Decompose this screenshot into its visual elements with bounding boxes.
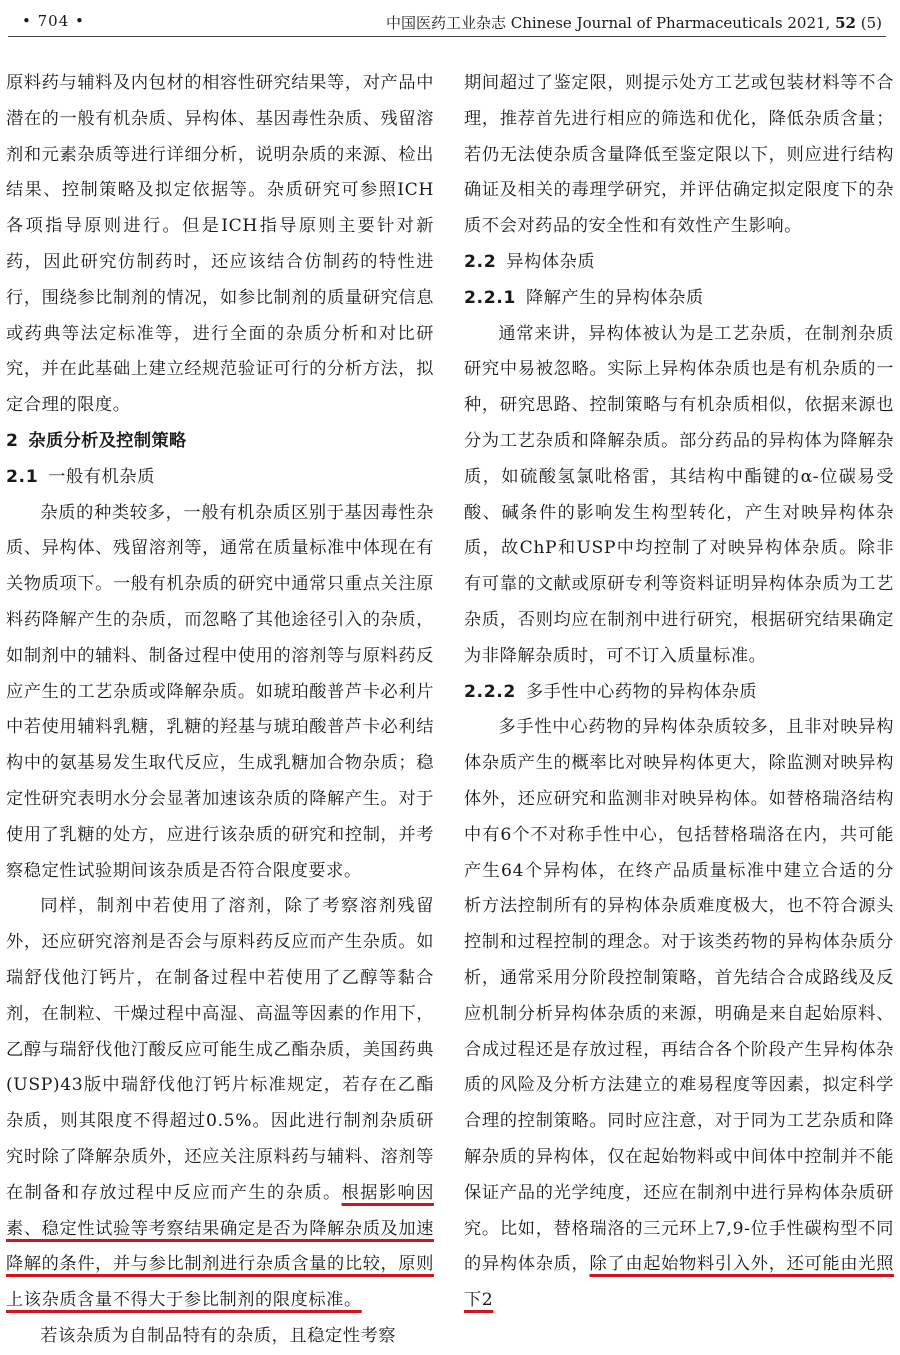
section-title: 异构体杂质 (506, 251, 596, 272)
paragraph-text: 同样，制剂中若使用了溶剂，除了考察溶剂残留外，还应研究溶剂是否会与原料药反应而产生杂质。如瑞舒伐他汀钙片，在制备过程中若使用了乙醇等黏合剂，在制粒、干燥过程中高湿、高温等因素的作用下，乙醇与瑞舒伐他汀酸反应可能生成乙酯杂质，美国药典(USP)43版中瑞舒伐他汀钙片标准规定，若存在乙酯杂质，则其限度不得超过0.5%。因此进行制剂杂质研究时除了降解杂质外，还应关注原料药与辅料、溶剂等在制备和存放过程中反应而产生的杂质。 (6, 896, 434, 1203)
section-heading (6, 424, 434, 460)
page-header (8, 6, 886, 37)
subsubsection-heading (464, 281, 894, 317)
subsubsection-heading (464, 675, 894, 711)
subsection-heading (464, 245, 894, 281)
paragraph: 若该杂质为自制品特有的杂质，且稳定性考察 (40, 1325, 397, 1346)
paragraph: 杂质的种类较多，一般有机杂质区别于基因毒性杂质、异构体、残留溶剂等，通常在质量标准中体现在有关物质项下。一般有机杂质的研究中通常只重点关注原料药降解产生的杂质，而忽略了其他途径引入的杂质，如制剂中的辅料、制备过程中使用的溶剂等与原料药反应产生的工艺杂质或降解杂质。如琥珀酸普芦卡必利片中若使用辅料乳糖，乳糖的羟基与琥珀酸普芦卡必利结构中的氨基易发生取代反应，生成乳糖加合物杂质；稳定性研究表明水分会显著加速该杂质的降解产生。对于使用了乳糖的处方，应进行该杂质的研究和控制，并考察稳定性试验期间该杂质是否符合限度要求。 (6, 502, 434, 881)
paragraph (464, 710, 894, 1319)
paragraph: 期间超过了鉴定限，则提示处方工艺或包装材料等不合理，推荐首先进行相应的筛选和优化，降低杂质含量；若仍无法使杂质含量降低至鉴定限以下，则应进行结构确证及相关的毒理学研究，并评估确定拟定限度下的杂质不会对药品的安全性和有效性产生影响。 (464, 73, 894, 237)
paragraph (6, 889, 434, 1319)
journal-issue: (5) (860, 14, 882, 32)
section-number: 2 (6, 430, 19, 451)
journal-citation (386, 12, 882, 33)
section-title: 杂质分析及控制策略 (28, 430, 187, 451)
section-number: 2.2 (464, 251, 497, 272)
section-title: 多手性中心药物的异构体杂质 (525, 681, 758, 702)
page-number: • 704 • (22, 12, 85, 30)
section-number: 2.1 (6, 466, 39, 487)
journal-name-en: Chinese Journal of Pharmaceuticals 2021, (510, 14, 831, 32)
section-title: 一般有机杂质 (48, 466, 155, 487)
subsection-heading (6, 460, 434, 496)
left-column (6, 66, 434, 1355)
section-title: 降解产生的异构体杂质 (525, 287, 704, 308)
journal-name-cn: 中国医药工业杂志 (385, 14, 506, 32)
highlighted-text: 除了由起始物料引入外，还可能由光照下2 (464, 1254, 895, 1311)
section-number: 2.2.2 (464, 681, 516, 702)
right-column (464, 66, 894, 1319)
paragraph: 通常来讲，异构体被认为是工艺杂质，在制剂杂质研究中易被忽略。实际上异构体杂质也是有机杂质的一种，研究思路、控制策略与有机杂质相似，依据来源也分为工艺杂质和降解杂质。部分药品的异构体为降解杂质，如硫酸氢氯吡格雷，其结构中酯键的α-位碳易受酸、碱条件的影响发生构型转化，产生对映异构体杂质，故ChP和USP中均控制了对映异构体杂质。除非有可靠的文献或原研专利等资料证明异构体杂质为工艺杂质，否则均应在制剂中进行研究，根据研究结果确定为非降解杂质时，可不订入质量标准。 (464, 323, 894, 666)
paragraph: 原料药与辅料及内包材的相容性研究结果等，对产品中潜在的一般有机杂质、异构体、基因毒性杂质、残留溶剂和元素杂质等进行详细分析，说明杂质的来源、检出结果、控制策略及拟定依据等。杂质研究可参照ICH各项指导原则进行。但是ICH指导原则主要针对新药，因此研究仿制药时，还应该结合仿制药的特性进行，围绕参比制剂的情况，如参比制剂的质量研究信息或药典等法定标准等，进行全面的杂质分析和对比研究，并在此基础上建立经规范验证可行的分析方法，拟定合理的限度。 (6, 73, 434, 416)
section-number: 2.2.1 (464, 287, 516, 308)
paragraph-text: 多手性中心药物的异构体杂质较多，且非对映异构体杂质产生的概率比对映异构体更大，除监测对映异构体外，还应研究和监测非对映异构体。如替格瑞洛结构中有6个不对称手性中心，包括替格瑞洛在内，共可能产生64个异构体，在终产品质量标准中建立合适的分析方法控制所有的异构体杂质难度极大，也不符合源头控制和过程控制的理念。对于该类药物的异构体杂质分析，通常采用分阶段控制策略，首先结合合成路线及反应机制分析异构体杂质的来源，明确是来自起始原料、合成过程还是存放过程，再结合各个阶段产生异构体杂质的风险及分析方法建立的难易程度等因素，拟定科学合理的控制策略。同时应注意，对于同为工艺杂质和降解杂质的异构体，仅在起始物料或中间体中控制并不能保证产品的光学纯度，还应在制剂中进行异构体杂质研究。比如，替格瑞洛的三元环上7,9-位手性碳构型不同的异构体杂质， (464, 717, 894, 1275)
highlighted-text: 根据影响因素、稳定性试验等考察结果确定是否为降解杂质及加速降解的条件，并与参比制剂进行杂质含量的比较，原则上该杂质含量不得大于参比制剂的限度标准。 (6, 1182, 434, 1311)
journal-volume: 52 (835, 14, 856, 32)
